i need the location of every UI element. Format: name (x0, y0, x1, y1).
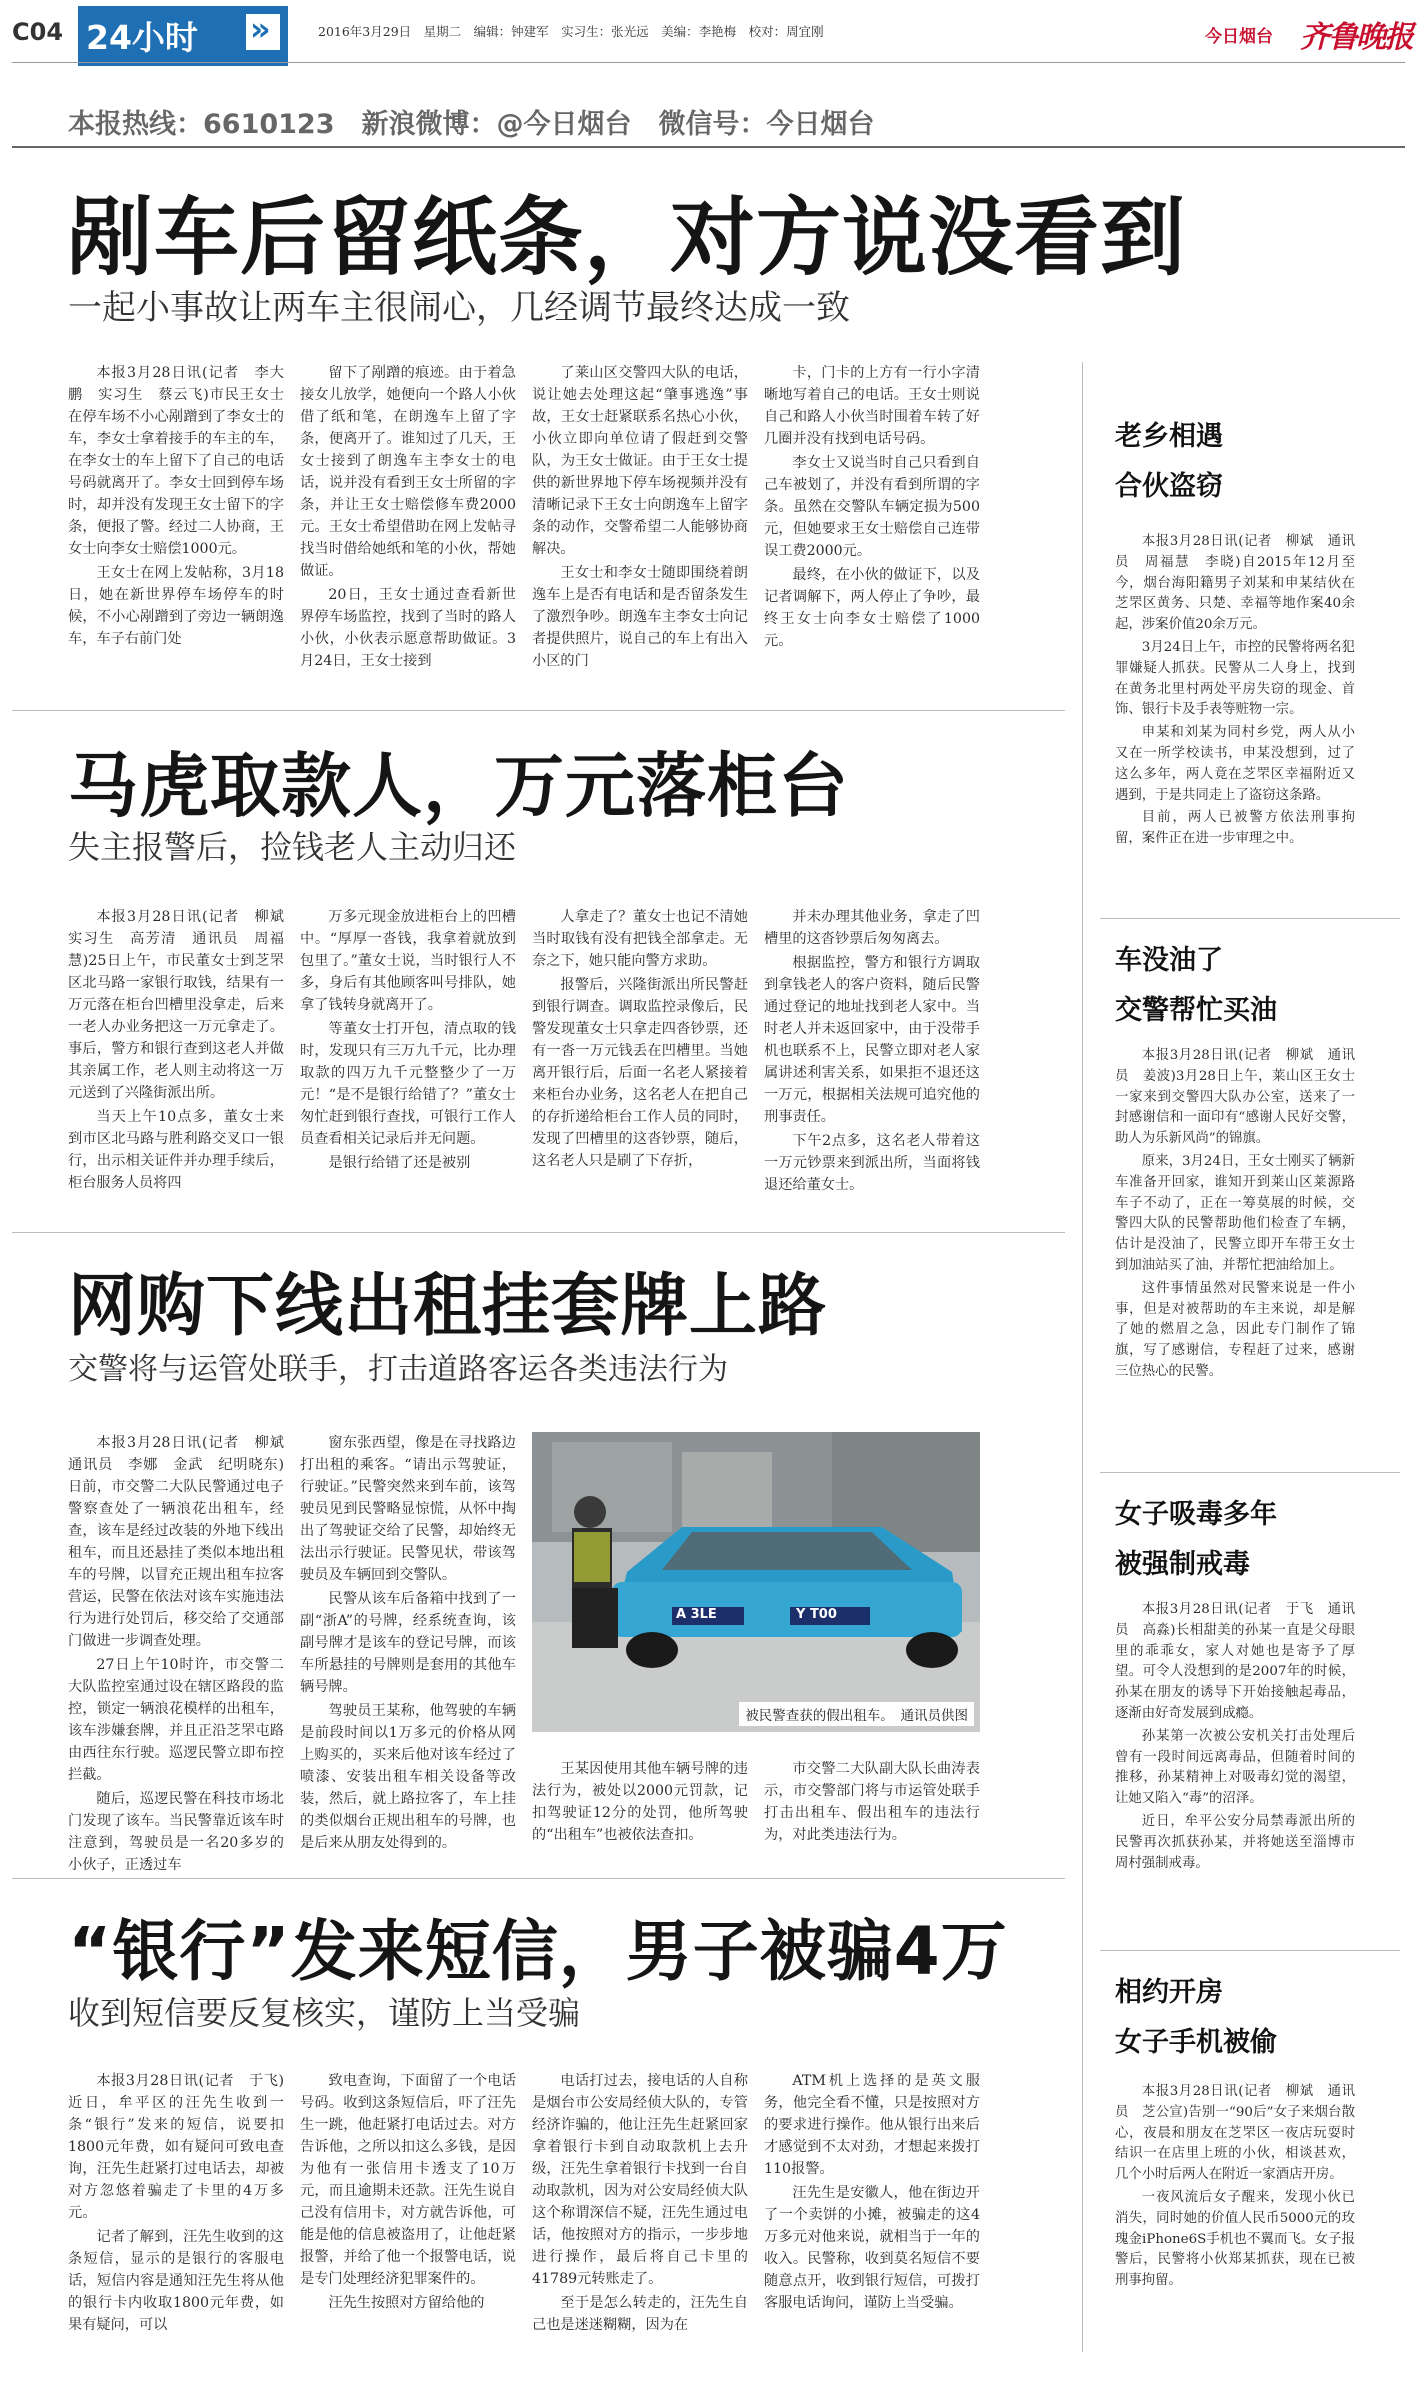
paragraph: 致电查询，下面留了一个电话号码。收到这条短信后，吓了汪先生一跳，他赶紧打电话过去。对方告诉他，之所以扣这么多钱，是因为他有一张信用卡透支了10万元，而且逾期未还款。汪先生说自己没有信用卡，对方就告诉他，可能是他的信息被盗用了，让他赶紧报警，并给了他一个报警电话，说是专门处理经济犯罪案件的。 (300, 2073, 516, 2287)
paragraph: 汪先生按照对方留给他的 (328, 2295, 485, 2311)
article1-title: 剐车后留纸条，对方说没看到 (68, 189, 1187, 288)
paragraph: 本报3月28日讯(记者 于飞)近日，牟平区的汪先生收到一条“银行”发来的短信，说要扣1800元年费，如有疑问可致电查询，汪先生赶紧打过电话去，却被对方忽悠着骗走了卡里的4万多元。 (68, 2073, 284, 2221)
article3-col3 (532, 1758, 748, 1848)
paragraph: 是银行给错了还是被别 (328, 1155, 471, 1171)
paragraph: 卡，门卡的上方有一行小字清晰地写着自己的电话。王女士则说自己和路人小伙当时围着车转了好几圈并没有找到电话号码。 (764, 365, 980, 447)
paragraph: 一夜风流后女子醒来，发现小伙已消失，同时她的价值人民币5000元的玫瑰金iPhone6S手机也不翼而飞。女子报警后，民警将小伙郑某抓获，现在已被刑事拘留。 (1115, 2189, 1355, 2289)
article3-title: 网购下线出租挂套牌上路 (68, 1267, 828, 1346)
paragraph: 3月24日上午，市控的民警将两名犯罪嫌疑人抓获。民警从二人身上，找到在黄务北里村两处平房失窃的现金、首饰、银行卡及手表等赃物一宗。 (1115, 639, 1355, 718)
paragraph: ATM机上选择的是英文服务，他完全看不懂，只是按照对方的要求进行操作。他从银行出来后才感觉到不太对劲，才想起来拨打110报警。 (764, 2073, 980, 2177)
paragraph: 万多元现金放进柜台上的凹槽中。“厚厚一沓钱，我拿着就放到包里了。”董女士说，当时银行人不多，身后有其他顾客叫号排队，她拿了钱转身就离开了。 (300, 909, 516, 1013)
paragraph: 根据监控，警方和银行方调取到拿钱老人的客户资料，随后民警通过登记的地址找到老人家中。当时老人并未返回家中，由于没带手机也联系不上，民警立即对老人家属讲述利害关系，如果拒不退还这一万元，根据相关法规可追究他的刑事责任。 (764, 955, 980, 1125)
header-right-label: 今日烟台 (1205, 27, 1273, 47)
paragraph: 本报3月28日讯(记者 李大鹏 实习生 蔡云飞)市民王女士在停车场不小心剐蹭到了李女士的车，李女士拿着接手的车主的车，在李女士的车上留下了自己的电话号码就离开了。李女士回到停车场时，却并没有发现王女士留下的字条，便报了警。经过二人协商，王女士向李女士赔偿1000元。 (68, 365, 284, 557)
article4-col3 (532, 2070, 748, 2338)
sidebar1-body (1115, 532, 1355, 852)
article2-col4 (764, 906, 980, 1198)
sidebar3-title (1115, 1490, 1277, 1590)
paragraph: 这件事情虽然对民警来说是一件小事，但是对被帮助的车主来说，却是解了她的燃眉之急，因此专门制作了锦旗，写了感谢信，专程赶了过来，感谢三位热心的民警。 (1115, 1280, 1355, 1379)
divider (12, 1878, 1065, 1879)
article1-col1 (68, 362, 284, 652)
paragraph: 窗东张西望，像是在寻找路边打出租的乘客。“请出示驾驶证，行驶证。”民警突然来到车前，该驾驶员见到民警略显惊慌，从怀中掏出了驾驶证交给了民警，却始终无法出示行驶证。民警见状，带该驾驶员及车辆回到交警队。 (300, 1435, 516, 1583)
article2-col2 (300, 906, 516, 1176)
section-title: 24小时 (86, 18, 198, 57)
sidebar3-title-line1: 女子吸毒多年 (1115, 1499, 1277, 1530)
brand-logo: 齐鲁晚报 (1300, 20, 1412, 55)
article3-col2 (300, 1432, 516, 1856)
photo-caption: 被民警查获的假出租车。 通讯员供图 (739, 1702, 974, 1726)
section-arrow-icon: » (250, 10, 271, 48)
sidebar1-title-line1: 老乡相遇 (1115, 421, 1223, 452)
article3-col1 (68, 1432, 299, 1878)
hotline-bar: 本报热线：6610123 新浪微博：@今日烟台 微信号：今日烟台 (68, 109, 875, 140)
article4-subtitle: 收到短信要反复核实，谨防上当受骗 (68, 1994, 581, 2032)
article1-col2 (300, 362, 516, 674)
paragraph: 了莱山区交警四大队的电话，说让她去处理这起“肇事逃逸”事故，王女士赶紧联系名热心小伙，小伙立即向单位请了假赶到交警队，为王女士做证。由于王女士提供的新世界地下停车场视频并没有清晰记录下王女士向朗逸车上留字条的动作，交警希望二人能够协商解决。 (532, 365, 748, 557)
sidebar3-body (1115, 1600, 1355, 1876)
paragraph: 市交警二大队副大队长曲涛表示，市交警部门将与市运管处联手打击出租车、假出租车的违法行为，对此类违法行为。 (764, 1761, 980, 1843)
sidebar4-title-line1: 相约开房 (1115, 1977, 1223, 2008)
divider (1100, 1950, 1400, 1951)
header-meta: 2016年3月29日 星期二 编辑：钟建军 实习生：张光远 美编：李艳梅 校对：周宜刚 (318, 24, 824, 39)
article2-title: 马虎取款人，万元落柜台 (68, 745, 849, 827)
paragraph: 电话打过去，接电话的人自称是烟台市公安局经侦大队的，专管经济诈骗的，他让汪先生赶紧回家拿着银行卡到自动取款机上去升级，汪先生拿着银行卡找到一台自动取款机，因为对公安局经侦大队这个称谓深信不疑，汪先生通过电话，他按照对方的指示，一步步地进行操作，最后将自己卡里的41789元转账走了。 (532, 2073, 748, 2287)
sidebar-divider (1082, 362, 1083, 2352)
article3-subtitle: 交警将与运管处联手，打击道路客运各类违法行为 (68, 1352, 728, 1387)
paragraph: 王女士和李女士随即围绕着朗逸车上是否有电话和是否留条发生了激烈争吵。朗逸车主李女士向记者提供照片，说自己的车上有出入小区的门 (532, 565, 748, 669)
sidebar2-title (1115, 936, 1277, 1036)
article3-col4 (764, 1758, 980, 1848)
article1-col3 (532, 362, 748, 674)
paragraph: 驾驶员王某称，他驾驶的车辆是前段时间以1万多元的价格从网上购买的，买来后他对该车经过了喷漆、安装出租车相关设备等改装，然后，就上路拉客了，车上挂的类似烟台正规出租车的号牌，也是后来从朋友处得到的。 (300, 1703, 516, 1851)
paragraph: 本报3月28日讯(记者 柳斌 通讯员 姜波)3月28日上午，莱山区王女士一家来到交警四大队办公室，送来了一封感谢信和一面印有“感谢人民好交警，助人为乐新风尚”的锦旗。 (1115, 1048, 1355, 1147)
article4-col4 (764, 2070, 980, 2316)
paragraph: 原来，3月24日，王女士刚买了辆新车准备开回家，谁知开到莱山区莱源路车子不动了，正在一筹莫展的时候，交警四大队的民警帮助他们检查了车辆，估计是没油了，民警立即开车带王女士到加油站买了油，并帮忙把油给加上。 (1115, 1153, 1355, 1273)
paragraph: 最终，在小伙的做证下，以及记者调解下，两人停止了争吵，最终王女士向李女士赔偿了1000元。 (764, 567, 980, 649)
paragraph: 民警从该车后备箱中找到了一副“浙A”的号牌，经系统查询，该副号牌才是该车的登记号牌，而该车所悬挂的号牌则是套用的其他车辆号牌。 (300, 1591, 516, 1695)
paragraph: 本报3月28日讯(记者 柳斌 通讯员 周福慧 李晓)自2015年12月至今，烟台海阳籍男子刘某和申某结伙在芝罘区黄务、只楚、幸福等地作案40余起，涉案价值20余万元。 (1115, 534, 1355, 633)
sidebar2-title-line2: 交警帮忙买油 (1115, 995, 1277, 1026)
paragraph: 27日上午10时许，市交警二大队监控室通过设在辖区路段的监控，锁定一辆浪花模样的出租车，该车涉嫌套牌，并且正沿芝罘屯路由西往东行驶。巡逻民警立即布控拦截。 (68, 1657, 284, 1783)
paragraph: 李女士又说当时自己只看到自己车被划了，并没有看到所谓的字条。虽然在交警队车辆定损为500元，但她要求王女士赔偿自己连带误工费2000元。 (764, 455, 980, 559)
paragraph: 目前，两人已被警方依法刑事拘留，案件正在进一步审理之中。 (1115, 810, 1355, 847)
paragraph: 留下了剐蹭的痕迹。由于着急接女儿放学，她便向一个路人小伙借了纸和笔，在朗逸车上留了字条，便离开了。谁知过了几天，王女士接到了朗逸车主李女士的电话，说并没有看到王女士所留的字条，并让王女士赔偿修车费2000元。王女士希望借助在网上发帖寻找当时借给她纸和笔的小伙，帮她做证。 (300, 365, 516, 579)
article4-col1 (68, 2070, 284, 2338)
sidebar3-title-line2: 被强制戒毒 (1115, 1549, 1250, 1580)
paragraph: 孙某第一次被公安机关打击处理后曾有一段时间远离毒品，但随着时间的推移，孙某精神上对吸毒幻觉的渴望，让她又陷入“毒”的沼泽。 (1115, 1728, 1355, 1807)
sidebar2-body (1115, 1046, 1355, 1385)
paragraph: 汪先生是安徽人，他在街边开了一个卖饼的小摊，被骗走的这4万多元对他来说，就相当于一年的收入。民警称，收到莫名短信不要随意点开，收到银行短信，可拨打客服电话询问，谨防上当受骗。 (764, 2185, 980, 2311)
article2-col3 (532, 906, 748, 1174)
paragraph: 至于是怎么转走的，汪先生自己也是迷迷糊糊，因为在 (532, 2295, 748, 2333)
sidebar4-title (1115, 1968, 1277, 2068)
divider (1100, 1472, 1400, 1473)
sidebar1-title-line2: 合伙盗窃 (1115, 471, 1223, 502)
article2-col1 (68, 906, 299, 1196)
divider (12, 1232, 1065, 1233)
paragraph: 申某和刘某为同村乡党，两人从小又在一所学校读书，申某没想到，过了这么多年，两人竟在芝罘区幸福附近又遇到，于是共同走上了盗窃这条路。 (1115, 725, 1355, 803)
article4-col2 (300, 2070, 516, 2316)
article3-photo (532, 1432, 980, 1732)
paragraph: 本报3月28日讯(记者 柳斌 通讯员 芝公宣)告别一“90后”女子来烟台散心，夜晨和朋友在芝罘区一夜店玩耍时结识一在店里上班的小伙，相谈甚欢，几个小时后两人在附近一家酒店开房。 (1115, 2084, 1355, 2183)
paragraph: 近日，牟平公安分局禁毒派出所的民警再次抓获孙某，并将她送至淄博市周村强制戒毒。 (1115, 1813, 1355, 1871)
sidebar1-title (1115, 412, 1223, 512)
divider (1100, 918, 1400, 919)
taxi-photo-illustration (532, 1432, 980, 1732)
header-rule (12, 62, 1405, 63)
paragraph: 下午2点多，这名老人带着这一万元钞票来到派出所，当面将钱退还给董女士。 (764, 1133, 980, 1193)
paragraph: 20日，王女士通过查看新世界停车场监控，找到了当时的路人小伙，小伙表示愿意帮助做证。3月24日，王女士接到 (300, 587, 516, 669)
article1-subtitle: 一起小事故让两车主很闹心，几经调节最终达成一致 (68, 288, 850, 328)
license-plate-text: A 3LE (676, 1607, 717, 1622)
divider (12, 710, 1065, 711)
page-code: C04 (12, 18, 64, 46)
sidebar4-title-line2: 女子手机被偷 (1115, 2027, 1277, 2058)
article4-title: “银行”发来短信，男子被骗4万 (68, 1913, 1008, 1990)
paragraph: 当天上午10点多，董女士来到市区北马路与胜利路交叉口一银行，出示相关证件并办理手续后，柜台服务人员将四 (68, 1109, 284, 1191)
sidebar2-title-line1: 车没油了 (1115, 945, 1223, 976)
sidebar4-body (1115, 2082, 1355, 2294)
paragraph: 随后，巡逻民警在科技市场北门发现了该车。当民警靠近该车时注意到，驾驶员是一名20多岁的小伙子，正透过车 (68, 1791, 284, 1873)
paragraph: 本报3月28日讯(记者 于飞 通讯员 高淼)长相甜美的孙某一直是父母眼里的乖乖女，家人对她也是寄予了厚望。可令人没想到的是2007年的时候，孙某在朋友的诱导下开始接触起毒品，逐渐由好奇发展到成瘾。 (1115, 1602, 1355, 1721)
paragraph: 记者了解到，汪先生收到的这条短信，显示的是银行的客服电话，短信内容是通知汪先生将从他的银行卡内收取1800元年费，如果有疑问，可以 (68, 2229, 284, 2333)
paragraph: 人拿走了？董女士也记不清她当时取钱有没有把钱全部拿走。无奈之下，她只能向警方求助。 (532, 909, 748, 969)
license-plate-text-2: Y T00 (796, 1607, 837, 1622)
paragraph: 并未办理其他业务，拿走了凹槽里的这沓钞票后匆匆离去。 (764, 909, 980, 947)
paragraph: 本报3月28日讯(记者 柳斌 通讯员 李娜 金武 纪明晓东)日前，市交警二大队民警通过电子警察查处了一辆浪花出租车，经查，该车是经过改装的外地下线出租车，而且还悬挂了类似本地出租车的号牌，以冒充正规出租车拉客营运，民警在依法对该车实施违法行为进行处罚后，移交给了交通部门做进一步调查处理。 (68, 1435, 299, 1649)
paragraph: 王女士在网上发帖称，3月18日，她在新世界停车场停车的时候，不小心剐蹭到了旁边一辆朗逸车，车子右前门处 (68, 565, 284, 647)
article1-col4 (764, 362, 980, 654)
paragraph: 王某因使用其他车辆号牌的违法行为，被处以2000元罚款，记扣驾驶证12分的处罚，他所驾驶的“出租车”也被依法查扣。 (532, 1761, 748, 1843)
paragraph: 本报3月28日讯(记者 柳斌 实习生 高芳清 通讯员 周福慧)25日上午，市民董女士到芝罘区北马路一家银行取钱，结果有一万元落在柜台凹槽里没拿走，后来一老人办业务把这一万元拿走了。事后，警方和银行查到这老人并做其亲属工作，老人则主动将这一万元送到了兴隆街派出所。 (68, 909, 299, 1101)
paragraph: 报警后，兴隆街派出所民警赶到银行调查。调取监控录像后，民警发现董女士只拿走四沓钞票，还有一沓一万元钱丢在凹槽里。当她离开银行后，后面一名老人紧接着来柜台办业务，这名老人在把自己的存折递给柜台工作人员的同时，发现了凹槽里的这沓钞票，随后，这名老人只是刷了下存折， (532, 977, 748, 1169)
paragraph: 等董女士打开包，清点取的钱时，发现只有三万九千元，比办理取款的四万九千元整整少了一万元！“是不是银行给错了？”董女士匆忙赶到银行查找，可银行工作人员查看相关记录后并无问题。 (300, 1021, 516, 1147)
hotline-rule (12, 146, 1405, 148)
article2-subtitle: 失主报警后，捡钱老人主动归还 (68, 828, 517, 866)
